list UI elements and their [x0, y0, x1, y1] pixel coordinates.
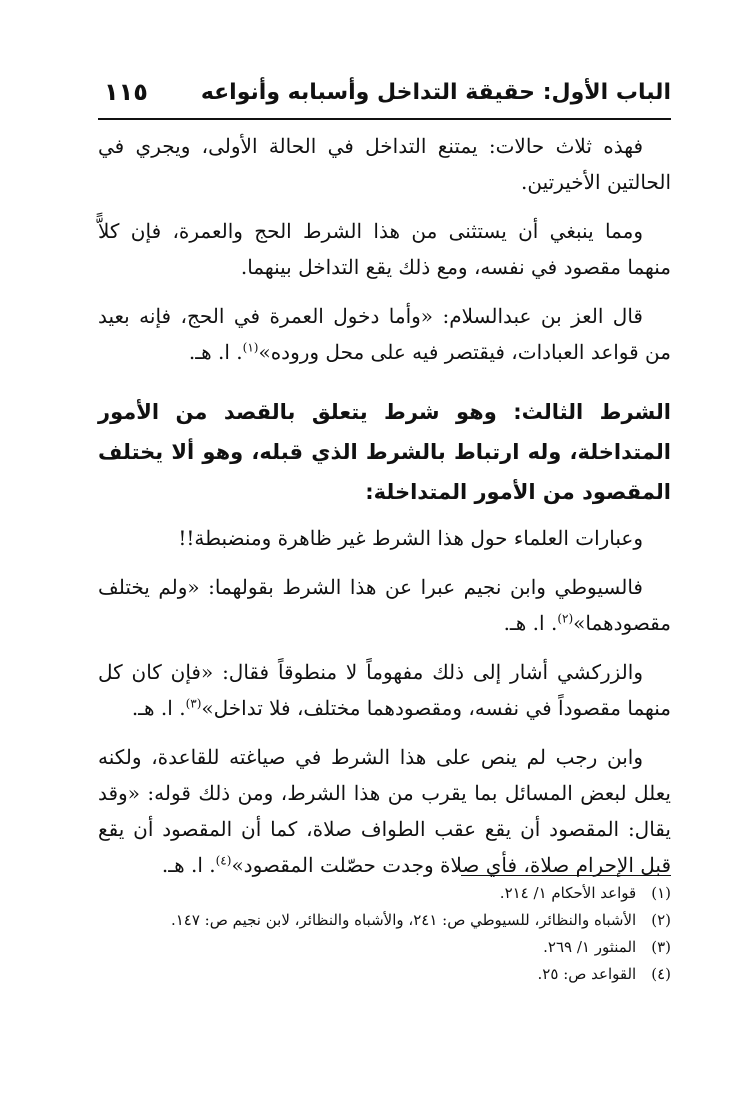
footnote-item: [98, 907, 671, 934]
footnote-item: [98, 961, 671, 988]
paragraph-6: [98, 654, 671, 726]
paragraph-7: [98, 739, 671, 883]
section-heading: الشرط الثالث: وهو شرط يتعلق بالقصد من الأمور المتداخلة، وله ارتباط بالشرط الذي قبله، وهو ألا يختلف المقصود من الأمور المتداخلة:: [98, 400, 671, 504]
paragraph-1: فهذه ثلاث حالات: يمتنع التداخل في الحالة الأولى، ويجري في الحالتين الأخيرتين.: [98, 134, 671, 194]
paragraph-5-text: فالسيوطي وابن نجيم عبرا عن هذا الشرط بقولهما: «ولم يختلف مقصودهما»: [98, 575, 671, 635]
footnote-item: [98, 880, 671, 907]
footnote-number: (٣): [651, 938, 671, 956]
footnote-number: (١): [651, 884, 671, 902]
paragraph-4: وعبارات العلماء حول هذا الشرط غير ظاهرة ومنضبطة!!: [178, 526, 643, 550]
main-text: [98, 128, 671, 896]
paragraph-5-tail: . ا. هـ.: [503, 611, 558, 635]
paragraph-5: [98, 569, 671, 641]
footnote-separator: [461, 875, 671, 876]
paragraph-6-tail: . ا. هـ.: [131, 696, 186, 720]
footnote-text: الأشباه والنظائر، للسيوطي ص: ٢٤١، والأشباه والنظائر، لابن نجيم ص: ١٤٧.: [170, 911, 637, 929]
paragraph-7-text: وابن رجب لم ينص على هذا الشرط في صياغته للقاعدة، ولكنه يعلل لبعض المسائل بما يقرب من هذا الشرط، ومن ذلك قوله: «وقد يقال: المقصود أن يقع عقب الطواف صلاة، كما أن المقصود أن يقع قبل الإحرام صلاة، فأي صلاة وجدت حصّلت المقصود»: [98, 745, 671, 877]
paragraph-7-tail: . ا. هـ.: [161, 853, 216, 877]
paragraph-6-text: والزركشي أشار إلى ذلك مفهوماً لا منطوقاً فقال: «فإن كان كل منهما مقصوداً في نفسه، ومقصودهما مختلف، فلا تداخل»: [98, 660, 671, 720]
footnote-number: (٤): [651, 965, 671, 983]
footnote-ref-4: (٤): [215, 853, 232, 868]
footnote-ref-3: (٣): [185, 696, 202, 711]
page-number: ١١٥: [104, 78, 148, 106]
footnote-text: المنثور ١/ ٢٦٩.: [543, 938, 637, 956]
footnote-text: القواعد ص: ٢٥.: [537, 965, 637, 983]
footnote-ref-1: (١): [242, 340, 259, 355]
footnote-item: [98, 934, 671, 961]
paragraph-3-text: قال العز بن عبدالسلام: «وأما دخول العمرة في الحج، فإنه بعيد من قواعد العبادات، فيقتصر فيه على محل وروده»: [98, 304, 671, 364]
paragraph-2: ومما ينبغي أن يستثنى من هذا الشرط الحج والعمرة، فإن كلاًّ منهما مقصود في نفسه، ومع ذلك يقع التداخل بينهما.: [98, 219, 671, 279]
footnote-ref-2: (٢): [557, 611, 574, 626]
paragraph-3: [98, 298, 671, 370]
running-header: [98, 74, 671, 120]
footnote-text: قواعد الأحكام ١/ ٢١٤.: [499, 884, 637, 902]
footnotes: [98, 880, 671, 988]
footnote-number: (٢): [651, 911, 671, 929]
paragraph-3-tail: . ا. هـ.: [188, 340, 243, 364]
chapter-title: الباب الأول: حقيقة التداخل وأسبابه وأنواعه: [200, 80, 671, 105]
